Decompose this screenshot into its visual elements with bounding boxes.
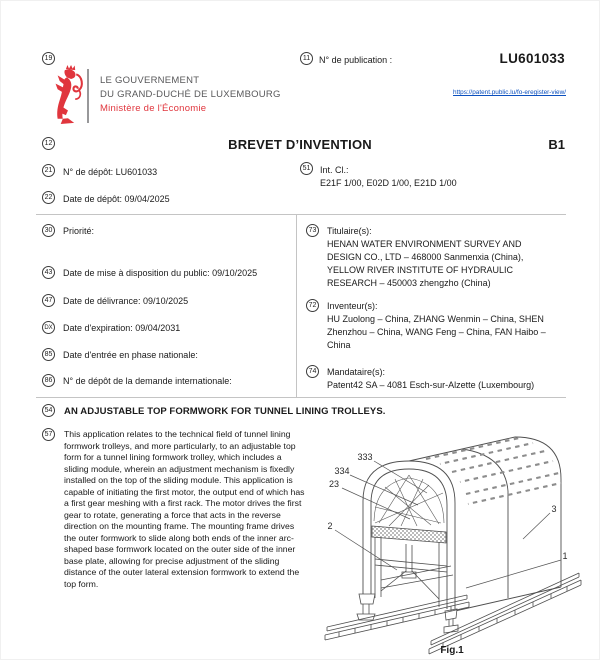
inid-code-54: 54	[42, 404, 55, 417]
inid-code-43: 43	[42, 266, 55, 279]
inid-code-dx: DX	[42, 321, 55, 334]
inid-code-21: 21	[42, 164, 55, 177]
table-row-agent	[306, 365, 558, 392]
inventors-text: HU Zuolong – China, ZHANG Wenmin – China, SHEN Zhenzhou – China, WANG Feng – China, FAN Haibo – China	[327, 314, 546, 350]
invention-title: AN ADJUSTABLE TOP FORMWORK FOR TUNNEL LINING TROLLEYS.	[64, 406, 386, 417]
tunnel-shell	[363, 437, 561, 611]
kind-code: B1	[548, 137, 565, 152]
holders-text: HENAN WATER ENVIRONMENT SURVEY AND DESIGN CO., LTD – 468000 Sanmenxia (China), YELLOW RIVER INSTITUTE OF HYDRAULIC RESEARCH – 450003 zhengzho (China)	[327, 239, 524, 288]
abstract-text: This application relates to the technical field of tunnel lining formwork trolleys, and more particularly, to an adjustable top form for a tunnel lining formwork trolley, which includes a sliding module, wherein an adjustment mechanism is fixedly installed on the top of the sliding module. This application is capable of initiating the first motor, the output end of which has a first gear meshing with a first rack. The motor drives the first gear to rotate, generating a force that acts in the reverse direction on the mounting frame. The mounting frame drives the outer formwork to slide along both ends of the inner arc-shaped base formwork located on the outer side of the inner base plate, allowing for precise adjustment of the sliding distance of the outer lateral extension formwork to extend the top form.	[64, 429, 305, 589]
logo-divider	[87, 69, 89, 123]
agent-text: Patent42 SA – 4081 Esch-sur-Alzette (Luxembourg)	[327, 380, 535, 390]
inid-code-51: 51	[300, 162, 313, 175]
grant-date-text: Date de délivrance: 09/10/2025	[63, 296, 189, 306]
table-row-grant-date	[42, 294, 287, 308]
bibliographic-table	[36, 214, 566, 398]
lion-icon	[56, 65, 82, 124]
inid-code-22: 22	[42, 191, 55, 204]
deposit-number: N° de dépôt: LU601033	[63, 167, 158, 177]
deposit-date: Date de dépôt: 09/04/2025	[63, 194, 170, 204]
table-row-priority	[42, 224, 287, 238]
gov-line-2: DU GRAND-DUCHÉ DE LUXEMBOURG	[100, 89, 281, 100]
inid-code-73: 73	[306, 224, 319, 237]
inid-code-12: 12	[42, 137, 55, 150]
figure-label-1: 1	[562, 551, 568, 561]
figure-label-23: 23	[328, 479, 340, 489]
public-date-text: Date de mise à disposition du public: 09/10/2025	[63, 268, 258, 278]
inid-code-57: 57	[42, 428, 55, 441]
national-phase-text: Date d'entrée en phase nationale:	[63, 350, 198, 360]
inid-code-85: 85	[42, 348, 55, 361]
figure-label-3: 3	[551, 504, 557, 514]
int-cl-label: Int. Cl.:	[320, 165, 349, 175]
ministry-line: Ministère de l'Économie	[100, 103, 207, 114]
inid-code-11: 11	[300, 52, 313, 65]
table-divider	[296, 215, 297, 397]
publication-label: N° de publication :	[319, 55, 393, 65]
table-row-inventors	[306, 299, 558, 352]
inid-code-86: 86	[42, 374, 55, 387]
table-row-public-date	[42, 266, 287, 280]
inid-code-19: 19	[42, 52, 55, 65]
expiry-date-text: Date d'expiration: 09/04/2031	[63, 323, 181, 333]
document-title: BREVET D’INVENTION	[228, 137, 372, 152]
inid-code-72: 72	[306, 299, 319, 312]
government-wordmark	[100, 74, 281, 116]
table-row-holders	[306, 224, 558, 290]
inventors-label: Inventeur(s):	[327, 301, 378, 311]
figure-label-333: 333	[357, 452, 373, 462]
eregister-link[interactable]: https://patent.public.lu/fo-eregister-view/	[453, 89, 566, 96]
inid-code-47: 47	[42, 294, 55, 307]
table-row-intl-filing	[42, 374, 287, 388]
table-row-national-phase	[42, 348, 287, 362]
intl-filing-text: N° de dépôt de la demande internationale:	[63, 376, 232, 386]
inid-code-74: 74	[306, 365, 319, 378]
agent-label: Mandataire(s):	[327, 367, 386, 377]
figure-1-drawing	[314, 431, 586, 659]
inid-code-30: 30	[42, 224, 55, 237]
priority-text: Priorité:	[63, 226, 95, 236]
int-cl-value: E21F 1/00, E02D 1/00, E21D 1/00	[320, 178, 457, 188]
gov-line-1: LE GOUVERNEMENT	[100, 75, 200, 86]
figure-caption: Fig.1	[440, 645, 464, 656]
luxembourg-lion-logo	[53, 65, 85, 125]
table-row-expiry-date	[42, 321, 287, 335]
holders-label: Titulaire(s):	[327, 226, 372, 236]
publication-number: LU601033	[499, 51, 565, 66]
figure-label-2: 2	[327, 521, 333, 531]
figure-label-334: 334	[334, 466, 350, 476]
